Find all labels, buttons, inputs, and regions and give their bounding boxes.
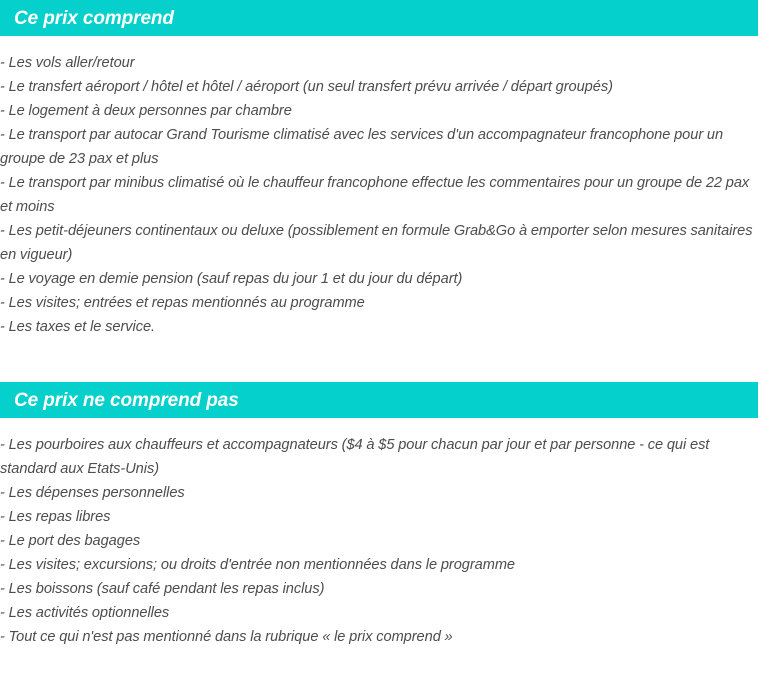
list-item: - Les activités optionnelles [0, 605, 170, 621]
list-item: - Le transfert aéroport / hôtel et hôtel / aéroport (un seul transfert prévu arrivée / départ groupés) [0, 79, 613, 95]
list-item: - Les petit-déjeuners continentaux ou deluxe (possiblement en formule Grab&Go à emporter selon mesures sanitaires en vigueur) [0, 223, 753, 263]
section-header-included [0, 0, 758, 36]
list-item: - Les boissons (sauf café pendant les repas inclus) [0, 581, 325, 597]
section-title-included: Ce prix comprend [14, 7, 174, 29]
section-gap [0, 339, 758, 382]
section-body-included [0, 51, 758, 339]
list-item: - Les dépenses personnelles [0, 485, 185, 501]
list-item: - Le transport par minibus climatisé où le chauffeur francophone effectue les commentaires pour un groupe de 22 pax et moins [0, 175, 750, 215]
list-item: - Les taxes et le service. [0, 319, 156, 335]
list-item: - Le port des bagages [0, 533, 141, 549]
section-header-not-included [0, 382, 758, 418]
list-item: - Le transport par autocar Grand Tourisme climatisé avec les services d'un accompagnateur francophone pour un groupe de 23 pax et plus [0, 127, 724, 167]
list-item: - Le voyage en demie pension (sauf repas du jour 1 et du jour du départ) [0, 271, 463, 287]
list-item: - Les pourboires aux chauffeurs et accompagnateurs ($4 à $5 pour chacun par jour et par personne - ce qui est standard aux Etats-Unis) [0, 437, 710, 477]
section-price-not-included [0, 382, 758, 649]
spacer-not-included-top [0, 418, 758, 433]
section-title-not-included: Ce prix ne comprend pas [14, 389, 239, 411]
list-item: - Les repas libres [0, 509, 111, 525]
list-item: - Tout ce qui n'est pas mentionné dans la rubrique « le prix comprend » [0, 629, 453, 645]
spacer-included-top [0, 36, 758, 51]
not-included-list [0, 433, 756, 649]
list-item: - Le logement à deux personnes par chambre [0, 103, 292, 119]
list-item: - Les vols aller/retour [0, 55, 135, 71]
included-list [0, 51, 756, 339]
list-item: - Les visites; entrées et repas mentionnés au programme [0, 295, 365, 311]
section-body-not-included [0, 433, 758, 649]
list-item: - Les visites; excursions; ou droits d'entrée non mentionnées dans le programme [0, 557, 515, 573]
